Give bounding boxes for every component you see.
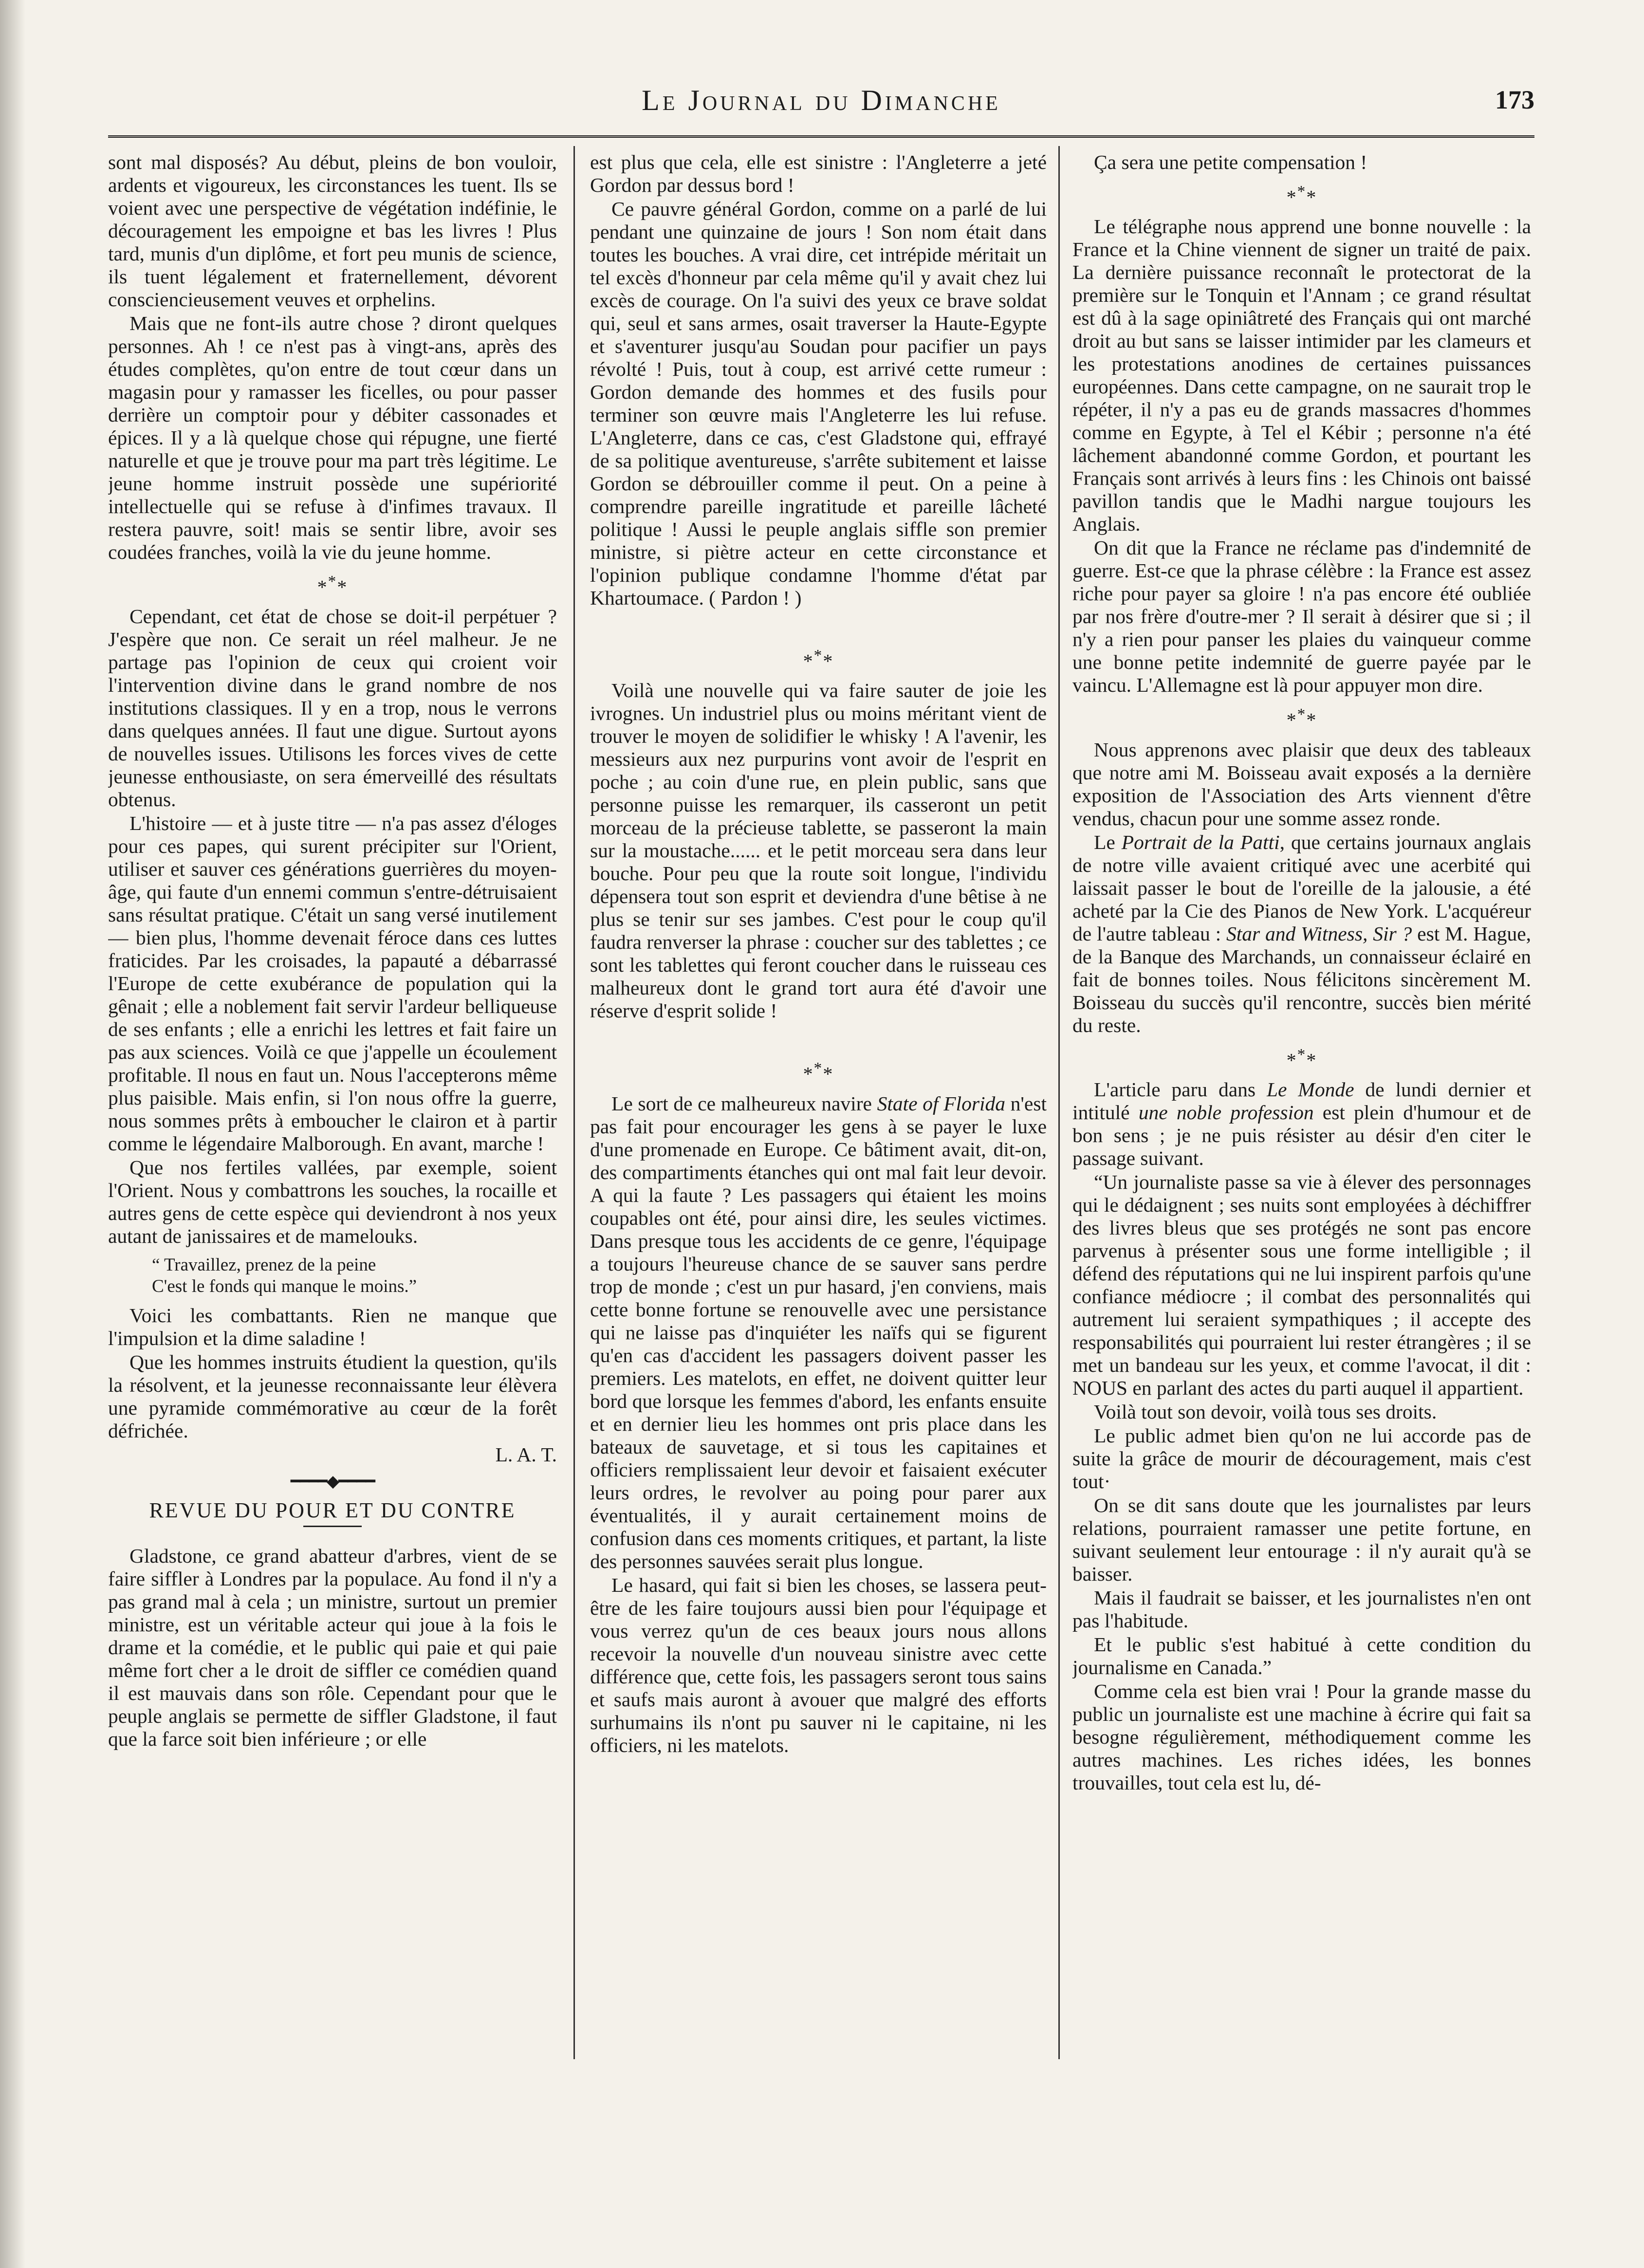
paragraph: Voici les combattants. Rien ne manque que l'impulsion et la dime saladine !: [108, 1304, 557, 1350]
verse-line: C'est le fonds qui manque le moins.”: [152, 1276, 417, 1297]
asterism: ***: [1286, 1045, 1317, 1071]
paragraph: L'article paru dans Le Monde de lundi dernier et intitulé une noble profession est plein d'humour et de bon sens ; je ne puis résister au désir d'en citer le passage suivant.: [1072, 1078, 1531, 1169]
paragraph: Que les hommes instruits étudient la question, qu'ils la résolvent, et la jeunesse reconnaissante leur élèvera une pyramide commémorative au cœur de la forêt défrichée.: [108, 1351, 557, 1442]
paragraph: Voilà une nouvelle qui va faire sauter de joie les ivrognes. Un industriel plus ou moins méritant vient de trouver le moyen de solidifier le whisky ! A l'avenir, les messieurs aux nez purpurins vont avoir de l'esprit en poche ; au coin d'une rue, en plein public, sans que personne puisse les remarquer, ils casseront un petit morceau de la précieuse tablette, se passeront la main sur la moustache...... et le petit morceau sera dans leur bouche. Pour peu que la route soit longue, l'individu dépensera tout son esprit et deviendra d'une bêtise à ne plus se tenir sur ses jambes. C'est pour le coup qu'il faudra renverser la phrase : coucher sur des tablettes ; ce sont les tablettes qui feront coucher dans le ruisseau ces malheureux dont le grand tort aura été d'avoir une réserve d'esprit solide !: [590, 679, 1047, 1022]
column-2: [590, 151, 1047, 2220]
paragraph: Que nos fertiles vallées, par exemple, soient l'Orient. Nous y combattrons les souches, la rocaille et autres gens de cette espèce qui deviendront à nos yeux autant de janissaires et de mamelouks.: [108, 1156, 557, 1248]
paragraph: Le télégraphe nous apprend une bonne nouvelle : la France et la Chine viennent de signer un traité de paix. La dernière puissance reconnaît le protectorat de la première sur le Tonquin et l'Annam ; ce grand résultat est dû à la sage opiniâtreté des Français qui ont marché droit au but sans se laisser intimider par les clameurs et les protestations anodines de certaines puissances européennes. Dans cette campagne, on ne saurait trop le répéter, il n'y a pas eu de grands massacres d'hommes comme en Egypte, à Tel el Kébir ; personne n'a été lâchement abandonné comme Gordon, et pourtant les Français sont arrivés à leurs fins : les Chinois ont baissé pavillon tandis que le Madhi narguе toujours les Anglais.: [1072, 215, 1531, 535]
asterism: ***: [803, 1059, 834, 1085]
asterism: ***: [1286, 183, 1317, 208]
paragraph: Nous apprenons avec plaisir que deux des tableaux que notre ami M. Boisseau avait exposés a la dernière exposition de l'Association des Arts viennent d'être vendus, chacun pour une somme assez ronde.: [1072, 738, 1531, 830]
header-rule: [108, 135, 1534, 138]
author-signature: L. A. T.: [495, 1443, 557, 1466]
title-rule: [303, 1526, 362, 1527]
paragraph: Le hasard, qui fait si bien les choses, se lassera peut-être de les faire toujours aussi bien pour l'équipage et vous verrez qu'un de ces beaux jours nous allons recevoir la nouvelle d'un nouveau sinistre avec cette différence que, cette fois, les passagers seront tous sains et saufs mais auront à avouer que malgré des efforts surhumains ils n'ont pu sauver ni le capitaine, ni les officiers, ni les matelots.: [590, 1573, 1047, 1756]
paragraph: “Un journaliste passe sa vie à élever des personnages qui le dédaignent ; ses nuits sont employées à déchiffrer des livres bleus que ses protégés ne sont pas encore parvenus à présenter sous une forme intelligible ; il défend des réputations qui ne lui inspirent parfois qu'une confiance médiocre ; il combat des personnalités qui autrement lui seraient sympathiques ; il accepte des responsabilités qui pourraient lui rester étrangères ; il se met un bandeau sur les yeux, et comme l'avocat, il dit : NOUS en parlant des actes du parti auquel il appartient.: [1072, 1170, 1531, 1399]
paragraph: Ça sera une petite compensation !: [1094, 151, 1367, 173]
scan-edge: [0, 0, 25, 2268]
paragraph: Mais il faudrait se baisser, et les journalistes n'en ont pas l'habitude.: [1072, 1586, 1531, 1632]
verse-line: “ Travaillez, prenez de la peine: [152, 1255, 376, 1275]
ship-name: State of Florida: [877, 1092, 1006, 1115]
paragraph: Le sort de ce malheureux navire State of Florida n'est pas fait pour encourager les gens à se payer le luxe d'une promenade en Europe. Ce bâtiment avait, dit-on, des compartiments étanches qui ont mal fait leur devoir. A qui la faute ? Les passagers qui étaient les moins coupables ont été, pour ainsi dire, les seules victimes. Dans presque tous les accidents de ce genre, l'équipage a toujours l'heureuse chance de se sauver sans perdre trop de monde ; c'est un pur hasard, j'en conviens, mais cette bonne fortune se renouvelle avec une persistance qui ne laisse pas d'inquiéter les naïfs qui se figurent qu'en cas d'accident les passagers doivent passer les premiers. Les matelots, en effet, ne doivent quitter leur bord que lorsque les femmes d'abord, les enfants ensuite et en dernier lieu les hommes ont pris place dans les bateaux de sauvetage, et si tous les capitaines et officiers remplissaient leur devoir et faisaient exécuter leurs ordres, le revolver au poing pour parer aux éventualités, il y aurait certainement moins de confusion dans ces moments critiques, et partant, la liste des personnes sauvées serait plus longue.: [590, 1092, 1047, 1572]
paragraph: Et le public s'est habitué à cette condition du journalisme en Canada.”: [1072, 1633, 1531, 1678]
column-1: [108, 151, 557, 2220]
paragraph: sont mal disposés? Au début, pleins de bon vouloir, ardents et vigoureux, les circonstances les tuent. Ils se voient avec une perspective de végétation indéfinie, le découragement les empoigne et bas les livres ! Plus tard, munis d'un diplôme, et fort peu munis de science, ils tuent légalement et fraternellement, dévorent consciencieusement veuves et orphelins.: [108, 151, 557, 311]
paragraph: Le public admet bien qu'on ne lui accorde pas de suite la grâce de mourir de découragement, mais c'est tout·: [1072, 1424, 1531, 1493]
asterism: ***: [1286, 705, 1317, 731]
page-number: 173: [1495, 85, 1534, 114]
painting-title: Portrait de la Patti: [1121, 830, 1280, 853]
paragraph: L'histoire — et à juste titre — n'a pas assez d'éloges pour ces papes, qui surent précipiter sur l'Orient, utiliser et sauver ces générations guerrières du moyen-âge, qui faute d'un ennemi commun s'entre-détruisaient sans résultat pratique. C'était un sang versé inutilement— bien plus, l'homme devenait féroce dans ces luttes fraticides. Par les croisades, la papauté a débarrassé l'Europe de cette exubérance de population qui la gênait ; elle a noblement fait servir l'ardeur belliqueuse de ses enfants ; elle a enrichi les lettres et fait faire un pas aux sciences. Voilà ce que j'appelle un écoulement profitable. Il nous en faut un. Nous l'accepterons même plus paisible. Mais enfin, si l'on nous offre la guerre, nous sommes prêts à emboucher le clairon et à partir comme le légendaire Malborough. En avant, marche !: [108, 812, 557, 1155]
paragraph: Le Portrait de la Patti, que certains journaux anglais de notre ville avaient critiqué avec une acerbité qui laissait passer le bout de l'oreille de la jalousie, a été acheté par la Cie des Pianos de New York. L'acquéreur de l'autre tableau : Star and Witness, Sir ? est M. Hague, de la Banque des Marchands, un connaisseur éclairé en fait de bonnes toiles. Nous félicitons sincèrement M. Boisseau du succès qu'il rencontre, succès bien mérité du reste.: [1072, 830, 1531, 1036]
newspaper-name: Le Monde: [1266, 1078, 1354, 1101]
column-3: [1072, 151, 1531, 2220]
paragraph: Mais que ne font-ils autre chose ? diront quelques personnes. Ah ! ce n'est pas à vingt-ans, après des études complètes, qu'on entre de tout cœur dans un magasin pour y ramasser les ficelles, ou pour passer derrière un comptoir pour y débiter cassonades et épices. Il y a là quelque chose qui répugne, une fierté naturelle et que je trouve pour ma part très légitime. Le jeune homme instruit possède une supériorité intellectuelle qui se refuse à d'infimes travaux. Il restera pauvre, soit! mais se sentir libre, avoir ses coudées franches, voilà la vie du jeune homme.: [108, 312, 557, 563]
column-divider: [573, 146, 575, 2059]
paragraph: Ce pauvre général Gordon, comme on a parlé de lui pendant une quinzaine de jours ! Son nom était dans toutes les bouches. A vrai dire, cet intrépide méritait un tel excès d'honneur par cela même qu'il y avait chez lui excès de courage. On l'a suivi des yeux ce brave soldat qui, seul et sans armes, osait traverser la Haute-Egypte et s'aventurer jusqu'au Soudan pour pacifier un pays révolté ! Puis, tout à coup, est arrivé cette rumeur : Gordon demande des hommes et des fusils pour terminer son œuvre mais l'Angleterre les lui refuse. L'Angleterre, dans ce cas, c'est Gladstone qui, effrayé de sa politique aventureuse, s'arrête subitement et laisse Gordon se débrouiller comme il peut. On a peine à comprendre pareille ingratitude et pareille lâcheté politique ! Aussi le peuple anglais siffle son premier ministre, si piètre acteur en cette circonstance et l'opinion publique condamne l'homme d'état par Khartoumace. ( Pardon ! ): [590, 198, 1047, 609]
paragraph: est plus que cela, elle est sinistre : l'Angleterre a jeté Gordon par dessus bord !: [590, 151, 1047, 196]
masthead-title: Le Journal du Dimanche: [642, 84, 1001, 116]
paragraph: Comme cela est bien vrai ! Pour la grande masse du public un journaliste est une machine à écrire qui fait sa besogne régulièrement, méthodiquement comme les autres machines. Les riches idées, les bonnes trouvailles, tout cela est lu, dé-: [1072, 1679, 1531, 1794]
paragraph: Gladstone, ce grand abatteur d'arbres, vient de se faire siffler à Londres par la populace. Au fond il n'y a pas grand mal à cela ; un ministre, surtout un premier ministre, est un véritable acteur qui joue à la fois le drame et la comédie, et le public qui paie et qui paie même fort cher a le droit de siffler ce comédien quand il est mauvais dans son rôle. Cependant pour que le peuple anglais se permette de siffler Gladstone, il faut que la farce soit bien inférieure ; or elle: [108, 1545, 557, 1751]
page-header: [108, 78, 1534, 131]
asterism: ***: [803, 646, 834, 672]
paragraph: Cependant, cet état de chose se doit-il perpétuer ? J'espère que non. Ce serait un réel malheur. Je ne partage pas l'opinion de ceux qui croient voir l'intervention divine dans le grand nombre de nos institutions classiques. Il y en a trop, nous le verrons dans quelques années. Il faut une digue. Surtout ayons de nouvelles issues. Utilisons les forces vives de cette jeunesse enthousiaste, on sera émerveillé des résultats obtenus.: [108, 605, 557, 811]
paragraph: On se dit sans doute que les journalistes par leurs relations, pourraient ramasser une petite fortune, en suivant seulement leur entourage : il n'y aurait qu'à se baisser.: [1072, 1494, 1531, 1585]
paragraph: Voilà tout son devoir, voilà tous ses droits.: [1094, 1400, 1437, 1423]
painting-title: Star and Witness, Sir ?: [1226, 922, 1412, 945]
paragraph: On dit que la France ne réclame pas d'indemnité de guerre. Est-ce que la phrase célèbre : la France est assez riche pour payer sa gloire ! n'a pas encore été oubliée par nos frère d'outre-mer ? Il serait à désirer que si ; il n'y a rien pour panser les plaies du vainqueur comme une bonne petite indemnité de guerre payée par le vaincu. L'Allemagne est là pour appuyer mon dire.: [1072, 536, 1531, 697]
quoted-verse: [152, 1254, 557, 1297]
asterism: ***: [317, 572, 348, 598]
section-title: REVUE DU POUR ET DU CONTRE: [149, 1498, 516, 1523]
column-divider: [1058, 146, 1060, 2059]
article-title: une noble profession: [1138, 1101, 1314, 1124]
ornamental-rule: ━━━━◆━━━━: [291, 1473, 374, 1491]
